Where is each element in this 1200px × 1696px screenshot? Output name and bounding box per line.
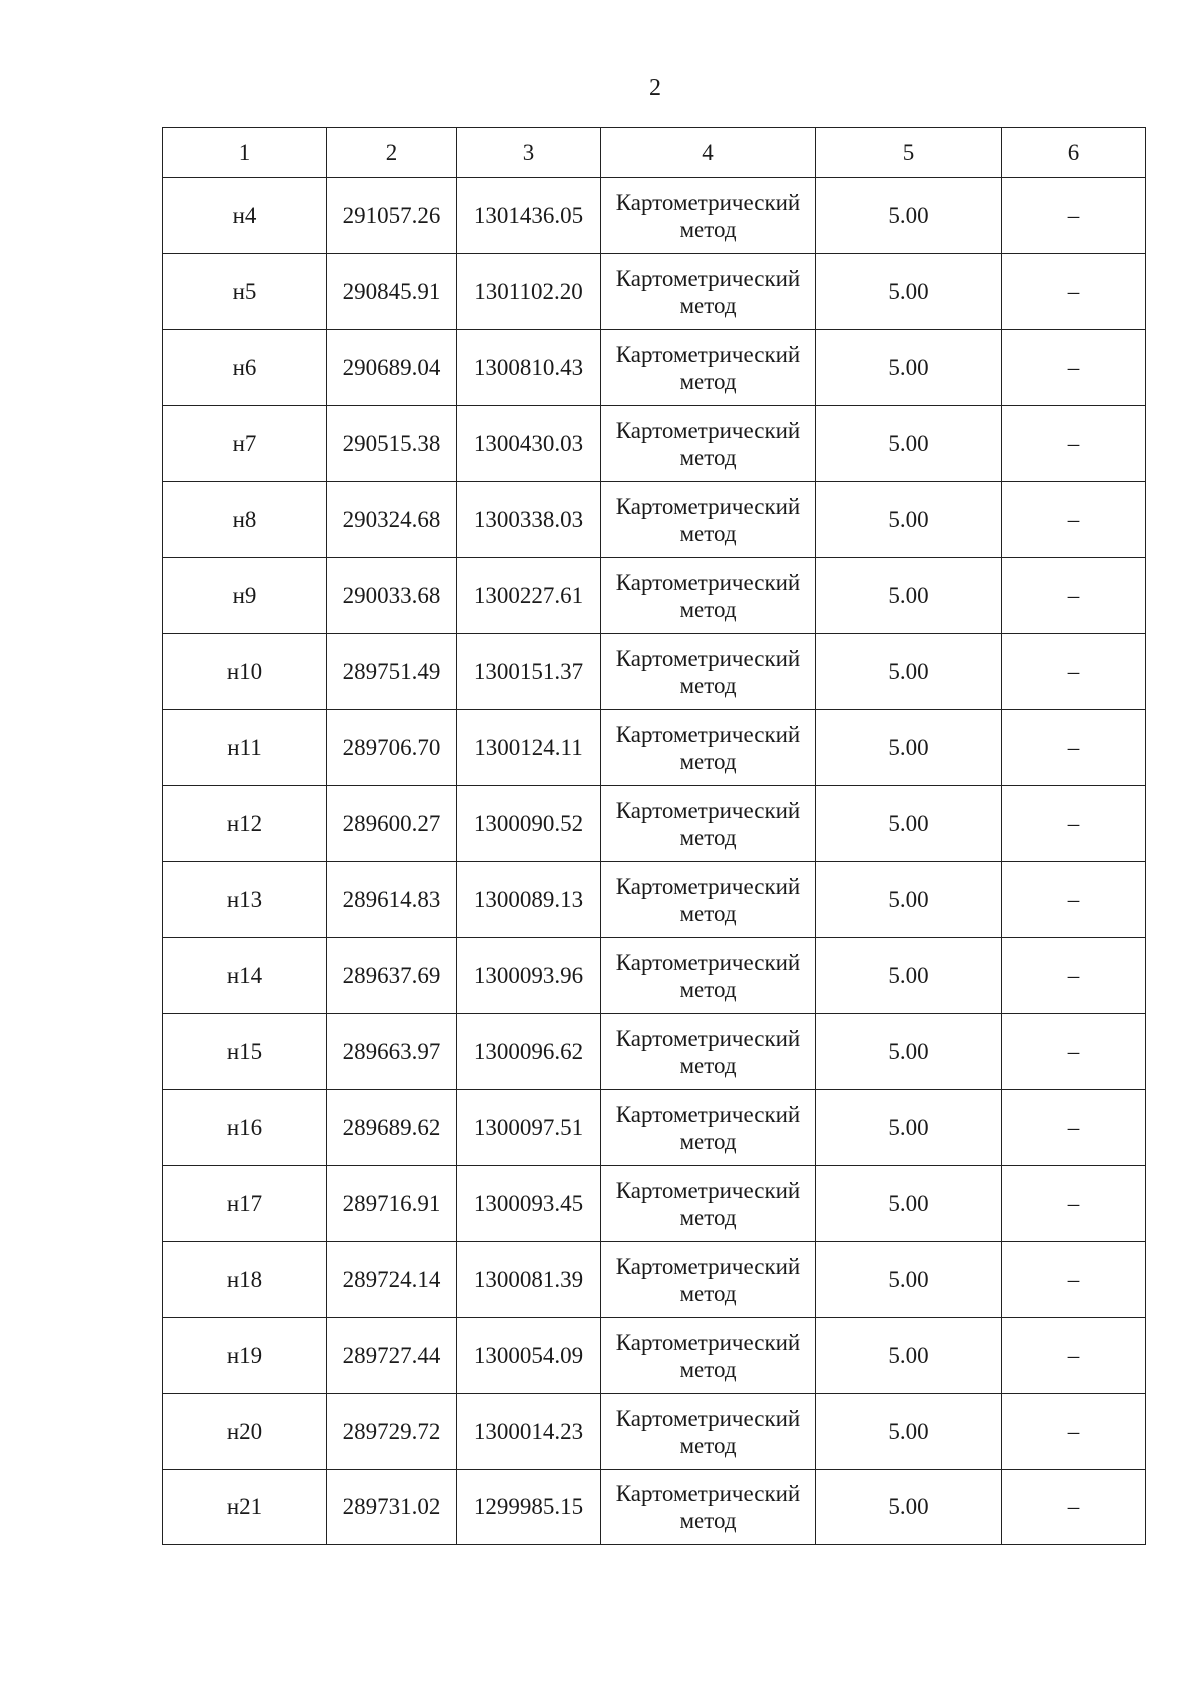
description-cell: – — [1002, 254, 1146, 330]
description-cell: – — [1002, 1470, 1146, 1545]
method-line-2: метод — [679, 292, 737, 318]
accuracy-cell: 5.00 — [816, 1090, 1002, 1166]
x-coordinate-cell: 289727.44 — [327, 1318, 457, 1394]
accuracy-cell: 5.00 — [816, 1318, 1002, 1394]
accuracy-cell: 5.00 — [816, 1166, 1002, 1242]
x-coordinate-cell: 289716.91 — [327, 1166, 457, 1242]
method-cell — [601, 938, 816, 1014]
method-line-1: Картометрический — [615, 1405, 801, 1431]
point-name-cell: н16 — [163, 1090, 327, 1166]
method-line-2: метод — [679, 596, 737, 622]
method-line-2: метод — [679, 520, 737, 546]
x-coordinate-cell: 289600.27 — [327, 786, 457, 862]
method-cell — [601, 1090, 816, 1166]
x-coordinate-cell: 289724.14 — [327, 1242, 457, 1318]
y-coordinate-cell: 1300093.45 — [457, 1166, 601, 1242]
method-line-1: Картометрический — [615, 797, 801, 823]
method-line-2: метод — [679, 672, 737, 698]
accuracy-cell: 5.00 — [816, 786, 1002, 862]
x-coordinate-cell: 289751.49 — [327, 634, 457, 710]
method-line-1: Картометрический — [615, 417, 801, 443]
method-cell — [601, 1470, 816, 1545]
point-name-cell: н8 — [163, 482, 327, 558]
method-line-1: Картометрический — [615, 189, 801, 215]
accuracy-cell: 5.00 — [816, 1014, 1002, 1090]
x-coordinate-cell: 290033.68 — [327, 558, 457, 634]
point-name-cell: н5 — [163, 254, 327, 330]
accuracy-cell: 5.00 — [816, 1394, 1002, 1470]
method-line-2: метод — [679, 1356, 737, 1382]
table-row — [163, 406, 1146, 482]
point-name-cell: н15 — [163, 1014, 327, 1090]
method-line-2: метод — [679, 368, 737, 394]
table-row — [163, 1470, 1146, 1545]
point-name-cell: н4 — [163, 178, 327, 254]
description-cell: – — [1002, 1014, 1146, 1090]
x-coordinate-cell: 289637.69 — [327, 938, 457, 1014]
point-name-cell: н7 — [163, 406, 327, 482]
method-line-1: Картометрический — [615, 1177, 801, 1203]
table-row — [163, 482, 1146, 558]
method-line-2: метод — [679, 824, 737, 850]
x-coordinate-cell: 291057.26 — [327, 178, 457, 254]
header-cell: 2 — [327, 128, 457, 178]
accuracy-cell: 5.00 — [816, 1470, 1002, 1545]
description-cell: – — [1002, 178, 1146, 254]
method-cell — [601, 710, 816, 786]
y-coordinate-cell: 1300810.43 — [457, 330, 601, 406]
table-row — [163, 1318, 1146, 1394]
header-cell: 4 — [601, 128, 816, 178]
method-line-2: метод — [679, 1280, 737, 1306]
accuracy-cell: 5.00 — [816, 482, 1002, 558]
method-cell — [601, 1014, 816, 1090]
description-cell: – — [1002, 1166, 1146, 1242]
method-cell — [601, 178, 816, 254]
y-coordinate-cell: 1300227.61 — [457, 558, 601, 634]
method-cell — [601, 406, 816, 482]
method-line-1: Картометрический — [615, 341, 801, 367]
y-coordinate-cell: 1300093.96 — [457, 938, 601, 1014]
method-cell — [601, 634, 816, 710]
y-coordinate-cell: 1300081.39 — [457, 1242, 601, 1318]
description-cell: – — [1002, 482, 1146, 558]
description-cell: – — [1002, 1090, 1146, 1166]
accuracy-cell: 5.00 — [816, 1242, 1002, 1318]
method-line-1: Картометрический — [615, 1481, 801, 1506]
y-coordinate-cell: 1300338.03 — [457, 482, 601, 558]
method-line-1: Картометрический — [615, 1025, 801, 1051]
method-line-1: Картометрический — [615, 873, 801, 899]
method-line-1: Картометрический — [615, 493, 801, 519]
accuracy-cell: 5.00 — [816, 406, 1002, 482]
y-coordinate-cell: 1299985.15 — [457, 1470, 601, 1545]
point-name-cell: н6 — [163, 330, 327, 406]
accuracy-cell: 5.00 — [816, 330, 1002, 406]
method-cell — [601, 482, 816, 558]
x-coordinate-cell: 290689.04 — [327, 330, 457, 406]
method-cell — [601, 558, 816, 634]
method-line-2: метод — [679, 1432, 737, 1458]
accuracy-cell: 5.00 — [816, 558, 1002, 634]
method-cell — [601, 862, 816, 938]
table-row — [163, 634, 1146, 710]
y-coordinate-cell: 1300124.11 — [457, 710, 601, 786]
method-line-2: метод — [679, 1204, 737, 1230]
coordinates-table — [162, 127, 1146, 1545]
method-line-2: метод — [679, 1052, 737, 1078]
table-row — [163, 786, 1146, 862]
point-name-cell: н17 — [163, 1166, 327, 1242]
y-coordinate-cell: 1301436.05 — [457, 178, 601, 254]
method-line-2: метод — [679, 900, 737, 926]
x-coordinate-cell: 289731.02 — [327, 1470, 457, 1545]
description-cell: – — [1002, 862, 1146, 938]
table-row — [163, 710, 1146, 786]
point-name-cell: н18 — [163, 1242, 327, 1318]
table-row — [163, 862, 1146, 938]
method-line-2: метод — [679, 976, 737, 1002]
point-name-cell: н9 — [163, 558, 327, 634]
header-cell: 6 — [1002, 128, 1146, 178]
x-coordinate-cell: 289729.72 — [327, 1394, 457, 1470]
table-row — [163, 558, 1146, 634]
header-cell: 3 — [457, 128, 601, 178]
method-cell — [601, 1318, 816, 1394]
y-coordinate-cell: 1300430.03 — [457, 406, 601, 482]
y-coordinate-cell: 1300014.23 — [457, 1394, 601, 1470]
accuracy-cell: 5.00 — [816, 178, 1002, 254]
accuracy-cell: 5.00 — [816, 938, 1002, 1014]
table-row — [163, 254, 1146, 330]
y-coordinate-cell: 1300151.37 — [457, 634, 601, 710]
y-coordinate-cell: 1300096.62 — [457, 1014, 601, 1090]
method-cell — [601, 330, 816, 406]
accuracy-cell: 5.00 — [816, 634, 1002, 710]
description-cell: – — [1002, 1318, 1146, 1394]
page-number: 2 — [649, 75, 661, 101]
accuracy-cell: 5.00 — [816, 862, 1002, 938]
description-cell: – — [1002, 1242, 1146, 1318]
method-line-1: Картометрический — [615, 721, 801, 747]
y-coordinate-cell: 1300090.52 — [457, 786, 601, 862]
x-coordinate-cell: 289689.62 — [327, 1090, 457, 1166]
method-line-2: метод — [679, 748, 737, 774]
description-cell: – — [1002, 786, 1146, 862]
method-line-2: метод — [679, 444, 737, 470]
method-line-1: Картометрический — [615, 1329, 801, 1355]
table-row — [163, 1166, 1146, 1242]
method-line-1: Картометрический — [615, 949, 801, 975]
table-header-row — [163, 128, 1146, 178]
description-cell: – — [1002, 558, 1146, 634]
method-line-2: метод — [679, 216, 737, 242]
y-coordinate-cell: 1300097.51 — [457, 1090, 601, 1166]
method-line-2: метод — [679, 1508, 737, 1533]
method-line-2: метод — [679, 1128, 737, 1154]
method-cell — [601, 1166, 816, 1242]
method-cell — [601, 786, 816, 862]
description-cell: – — [1002, 406, 1146, 482]
method-line-1: Картометрический — [615, 1101, 801, 1127]
point-name-cell: н12 — [163, 786, 327, 862]
description-cell: – — [1002, 634, 1146, 710]
y-coordinate-cell: 1301102.20 — [457, 254, 601, 330]
point-name-cell: н20 — [163, 1394, 327, 1470]
x-coordinate-cell: 290845.91 — [327, 254, 457, 330]
point-name-cell: н14 — [163, 938, 327, 1014]
accuracy-cell: 5.00 — [816, 710, 1002, 786]
table-row — [163, 178, 1146, 254]
x-coordinate-cell: 289663.97 — [327, 1014, 457, 1090]
method-line-1: Картометрический — [615, 265, 801, 291]
description-cell: – — [1002, 938, 1146, 1014]
method-cell — [601, 1242, 816, 1318]
header-cell: 5 — [816, 128, 1002, 178]
x-coordinate-cell: 290324.68 — [327, 482, 457, 558]
table-row — [163, 938, 1146, 1014]
x-coordinate-cell: 289614.83 — [327, 862, 457, 938]
table-row — [163, 330, 1146, 406]
point-name-cell: н13 — [163, 862, 327, 938]
point-name-cell: н10 — [163, 634, 327, 710]
method-cell — [601, 1394, 816, 1470]
header-cell: 1 — [163, 128, 327, 178]
method-line-1: Картометрический — [615, 1253, 801, 1279]
table-row — [163, 1090, 1146, 1166]
method-line-1: Картометрический — [615, 645, 801, 671]
x-coordinate-cell: 290515.38 — [327, 406, 457, 482]
description-cell: – — [1002, 710, 1146, 786]
method-cell — [601, 254, 816, 330]
accuracy-cell: 5.00 — [816, 254, 1002, 330]
x-coordinate-cell: 289706.70 — [327, 710, 457, 786]
y-coordinate-cell: 1300054.09 — [457, 1318, 601, 1394]
y-coordinate-cell: 1300089.13 — [457, 862, 601, 938]
table-row — [163, 1242, 1146, 1318]
description-cell: – — [1002, 330, 1146, 406]
point-name-cell: н21 — [163, 1470, 327, 1545]
table-row — [163, 1394, 1146, 1470]
point-name-cell: н11 — [163, 710, 327, 786]
method-line-1: Картометрический — [615, 569, 801, 595]
point-name-cell: н19 — [163, 1318, 327, 1394]
description-cell: – — [1002, 1394, 1146, 1470]
table-row — [163, 1014, 1146, 1090]
